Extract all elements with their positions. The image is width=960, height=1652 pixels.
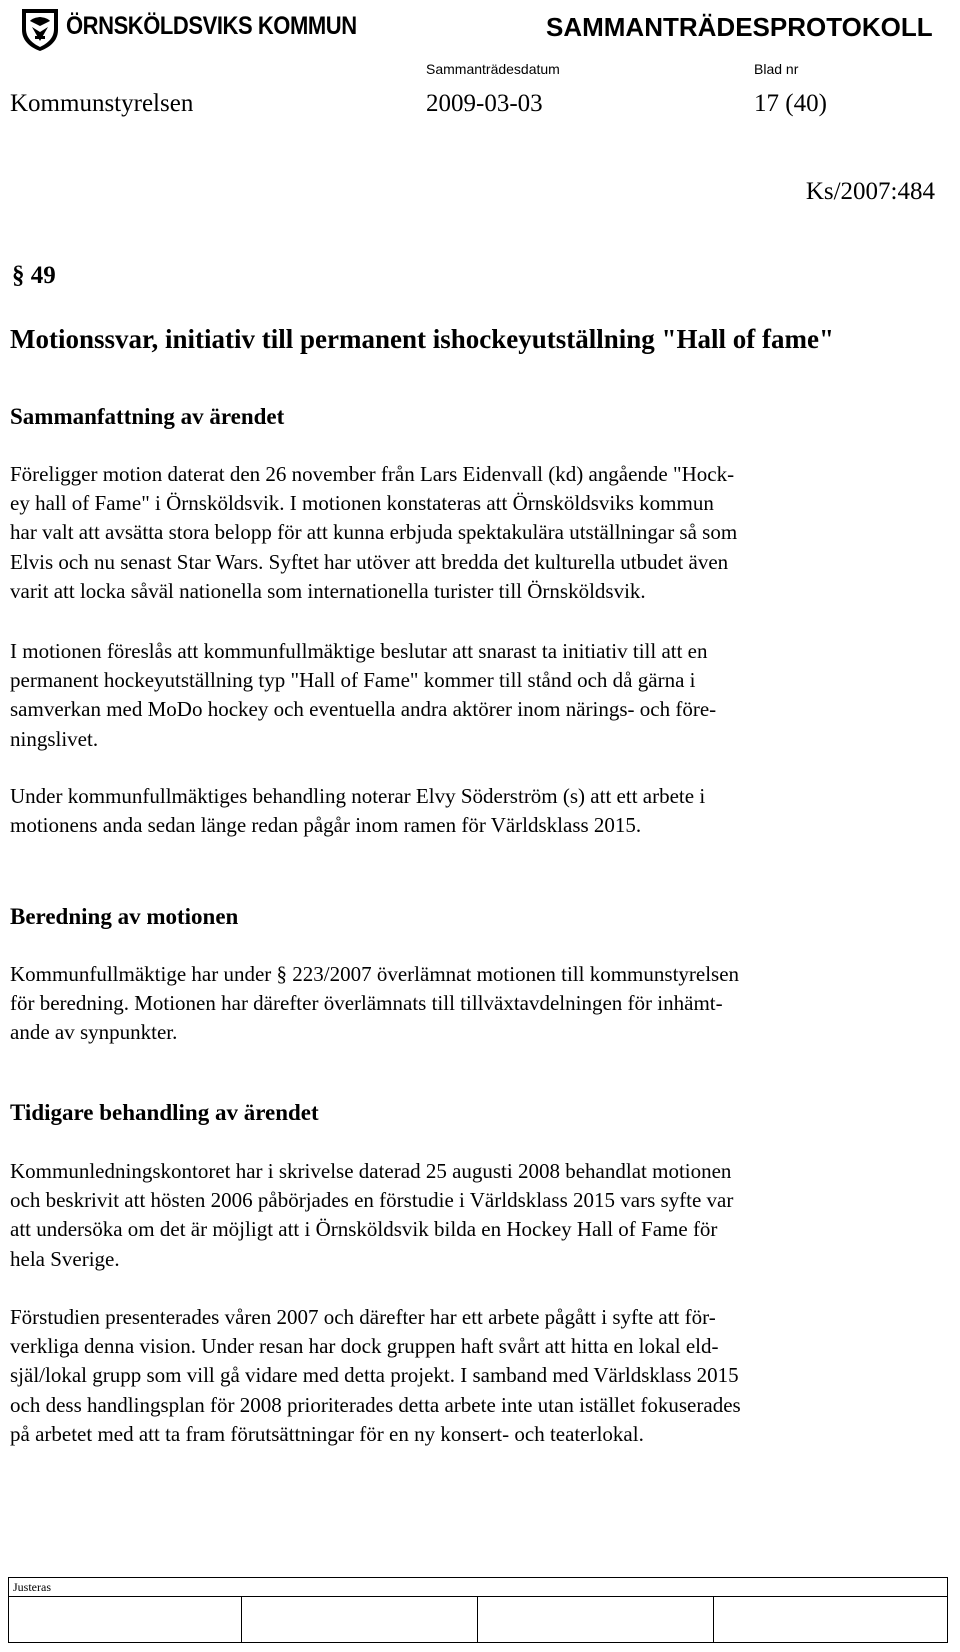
- text-line: Förstudien presenterades våren 2007 och därefter har ett arbete pågått i syfte att för-: [10, 1305, 716, 1329]
- signature-cell-divider: [241, 1597, 242, 1642]
- signature-row: [9, 1596, 947, 1642]
- section-number: § 49: [12, 262, 56, 289]
- text-line: ande av synpunkter.: [10, 1020, 178, 1045]
- text-line: samverkan med MoDo hockey och eventuella andra aktörer inom närings- och före-: [10, 697, 717, 722]
- summary-paragraph-1: [10, 460, 930, 606]
- text-line: Föreligger motion daterat den 26 november från Lars Eidenvall (kd) angående "Hock-: [10, 462, 735, 486]
- page-number: 17 (40): [754, 90, 827, 117]
- text-line: permanent hockeyutställning typ "Hall of Fame" kommer till stånd och då gärna i: [10, 668, 696, 693]
- text-line: Elvis och nu senast Star Wars. Syftet har utöver att bredda det kulturella utbudet även: [10, 549, 729, 574]
- signature-cell-divider: [477, 1597, 478, 1642]
- text-line: varit att locka såväl nationella som internationella turister till Örnsköldsvik.: [10, 578, 646, 603]
- kommun-name: ÖRNSKÖLDSVIKS KOMMUN: [66, 12, 357, 40]
- section-heading-summary: Sammanfattning av ärendet: [10, 404, 285, 429]
- text-line: att undersöka om det är möjligt att i Örnsköldsvik bilda en Hockey Hall of Fame för: [10, 1217, 718, 1242]
- meeting-date-label: Sammanträdesdatum: [426, 61, 560, 77]
- text-line: ningslivet.: [10, 726, 99, 751]
- text-line: har valt att avsätta stora belopp för att kunna erbjuda spektakulära utställningar så som: [10, 520, 738, 545]
- text-line: Kommunledningskontoret har i skrivelse daterad 25 augusti 2008 behandlat motionen: [10, 1159, 732, 1183]
- text-line: verkliga denna vision. Under resan har dock gruppen haft svårt att hitta en lokal eld-: [10, 1334, 719, 1359]
- text-line: själ/lokal grupp som vill gå vidare med detta projekt. I samband med Världsklass 2015: [10, 1363, 739, 1388]
- page-number-label: Blad nr: [754, 61, 799, 77]
- body-name: Kommunstyrelsen: [10, 90, 194, 117]
- summary-paragraph-2: [10, 637, 930, 754]
- summary-paragraph-3: [10, 782, 930, 840]
- coat-of-arms-icon: [18, 6, 62, 52]
- protocol-title: SAMMANTRÄDESPROTOKOLL: [546, 12, 933, 42]
- text-line: och beskrivit att hösten 2006 påbörjades en förstudie i Världsklass 2015 vars syfte var: [10, 1188, 734, 1213]
- text-line: I motionen föreslås att kommunfullmäktige beslutar att snarast ta initiativ till att en: [10, 639, 708, 663]
- case-number: Ks/2007:484: [805, 178, 935, 205]
- text-line: Kommunfullmäktige har under § 223/2007 överlämnat motionen till kommunstyrelsen: [10, 962, 740, 986]
- previous-handling-paragraph-2: [10, 1303, 930, 1449]
- meeting-date: 2009-03-03: [426, 90, 543, 117]
- justeras-box: [8, 1577, 948, 1643]
- text-line: för beredning. Motionen har därefter överlämnats till tillväxtavdelningen för inhämt-: [10, 991, 723, 1016]
- justeras-label: Justeras: [13, 1580, 51, 1594]
- text-line: Under kommunfullmäktiges behandling noterar Elvy Söderström (s) att ett arbete i: [10, 784, 706, 808]
- section-heading-preparation: Beredning av motionen: [10, 904, 239, 929]
- document-title: Motionssvar, initiativ till permanent ishockeyutställning "Hall of fame": [10, 324, 834, 354]
- text-line: och dess handlingsplan för 2008 prioriterades detta arbete inte utan istället fokuserades: [10, 1392, 741, 1417]
- text-line: motionens anda sedan länge redan pågår inom ramen för Världsklass 2015.: [10, 813, 642, 838]
- previous-handling-paragraph-1: [10, 1157, 930, 1274]
- section-heading-previous-handling: Tidigare behandling av ärendet: [10, 1100, 319, 1125]
- text-line: ey hall of Fame" i Örnsköldsvik. I motionen konstateras att Örnsköldsviks kommun: [10, 491, 714, 516]
- signature-cell-divider: [713, 1597, 714, 1642]
- preparation-paragraph: [10, 960, 930, 1048]
- text-line: på arbetet med att ta fram förutsättningar för en ny konsert- och teaterlokal.: [10, 1421, 644, 1446]
- text-line: hela Sverige.: [10, 1246, 120, 1271]
